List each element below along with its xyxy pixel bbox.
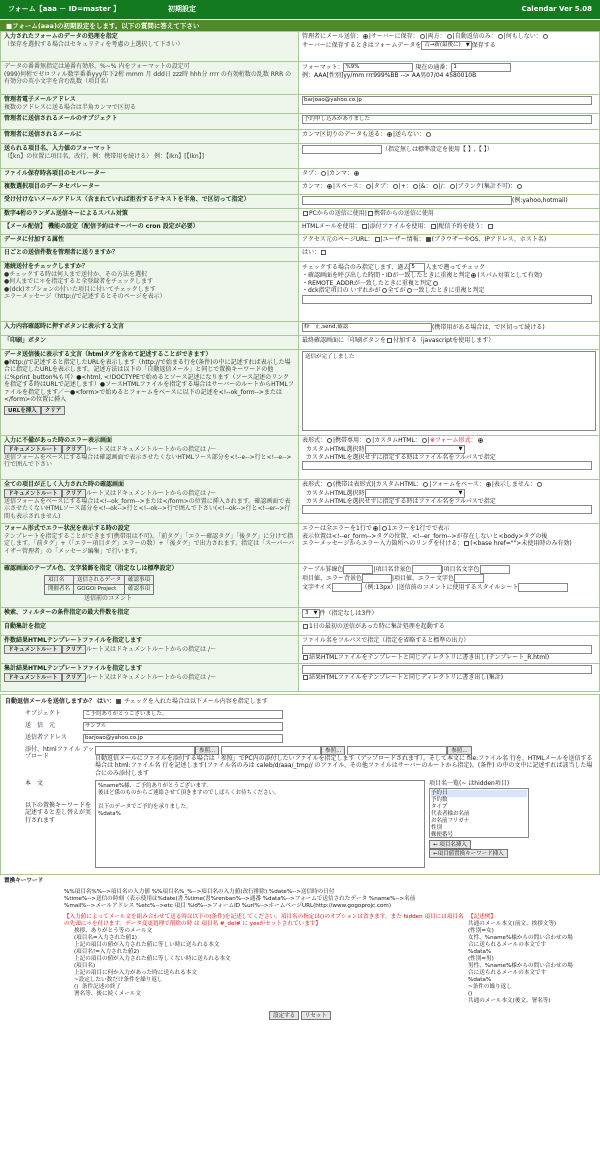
value-bg-input[interactable]	[362, 574, 392, 583]
item-list-option[interactable]: 性別	[431, 824, 443, 831]
item-list-option[interactable]: 代表者様お名前	[431, 810, 470, 817]
keyword-help: 置換キーワード %%項目名%%-->項目名の入力値 %%項目名%_%-->項目名の入力値(改行排除) %date%-->送信時の日付 %time%-->送信の時刻（表示使用は%date(書.%time(書%renban%-->通番 %data%-->フォームで送信されたデータ %name%-->名前 %mail%-->メールアドレス %etc%-->etc 項目 %id%-->フォームID %url%-->ホームページURL(http://www.gogoprojc.com) 【入力値によってメール文を組み合わせて送る時は以下の(条件)を記述してください。項目名の指定は()のオプションは省きます。また hidden 項目には項目名の先頭に＊を付けます。データ変更処理で削除の時 は 項目名 #_del# に yesがセットされています】 挨拶、ありがとう等のメール文 (項目名=入力された値1) 上記の項目の値が入力された値に等しい時に送られる本文 (項目名!=入力された値2) 上記の項目の値が入力された値に等しくない時に送られる本文 (項目名) 上記の項目に何か入力があった時に送られる本文 ~設定したい数だけ条件を繰り返し () 条件記述の終了 署名等、後に続くメール文 【記述例】 共通のメール本文(前文、挨拶文等) (性別=女) 女性、%name%様からの問い合わせの場合に送られるメールの本文です %data% (性別=男) 男性、%name%様からの問い合わせの場合に送られるメールの本文です %data% ~条件の繰り返し () 共通のメール本文(後文、署名等) 設定する リセット	[4, 878, 573, 1019]
serial-current-input[interactable]: 1	[451, 63, 511, 72]
item-list-option[interactable]: 予約数	[431, 796, 448, 803]
settings-table: 入力されたフォームのデータの処理を指定 （保存を選択する場合はセキュリティを考慮の上選択して下さい） 管理者にメール送信： |サーバーに保存： |両方： |自動返信のみ： |何もしない： サーバーに保存するときはフォームデータを 古→新(最後に) ▼ 保存する データの番番無指定は通番有効形、%~% 内をフォーマットの設定可 (999)何桁でゼロフィル数字番番yyy年下2桁 mmm 月 ddd日 zzz時 hhh分 rrrr の有効桁数の乱数 RRR の有効分の英小文字を含む乱数（項目名） フォーマット： %9% 現在の通番： 1 例：AAA[性別]yy/mm rrr999%BB --> AA男07/04 4580010B 管理者電子メールアドレス 複数のアドレスに送る場合は半角カンマで区切る barjoao@yahoo.co.jp 管理者に送信されるメールのサブジェクト 予約申し込みがありました 管理者に送信されるメールに カンマ区切りのデータも送る： |送らない： 送られる項目名、入力値のフォーマット （【kn】の位置に項目名、改行、例：携帯用を続ける） 例：【Ikn】[【Ikn】] （指定無しは標準設定を使用【 】,【 】） ファイル保存時各項目のセパレーター タブ： |カンマ： 複数選択項目のデータセパレーター カンマ： |スペース： |タブ： |+： |&： |/： |ブランク(集計不可)： 受け付けないメールアドレス（含まれていれば拒否するテキストを半角、で区切って指定） (例:yahoo,hotmail) 数字4桁のランダム送信キーによるスパム対策 PCからの送信に使用| 携帯からの送信に使用 【メール配信】 機能の設定（配信予約はサーバーの cron 設定が必要） HTMLメールを使用： |添付ファイルを使用： |配信予約を使う： データに付加する属性 アクセス元のページURL： |ユーザー情報： (ブラウザーやOS、IPアドレス、ホスト名) 日ごとの送信件数を管理者に送りますか？ はい： 連続送付をチェックしますか？ ●チェックする時は何人まで送付か、その方法を選択 ●何人までに＊を指定すると全登録者をチェックします ●(dck)オプションの付いた項目に付いてチェックします エラーメッセージ（http://で記述するとそのページを表示） チェックする場合のみ指定します、過去 5 人まで遡ってチェック ・確認画面を呼び出した時間・IDが一致したときに重複と判定 (スパム対策として有効) ・REMOTE_ADDRが一致したときに重複と判定 ・dck指定項目の いずれかが 全てが 一致したときに重複と判定 入力内容確認時に押すボタンに表示する文言 修 正,send,確認 (携帯用がある場合は、で区切って続ける) 「印刷」ボタン 最終確認画面に「印刷ボタンを 付加する（javascriptを使用します） データ送信後に表示する文言（htmlタグを含めて記述することができます） ●http://で記述すると指定したURLを表示します（http://で始まる行を(条件)の中に記述すれば表示した場合に指定したURLを表示します。記述方法は以下の「自動返信メール」と同じで置換キーワードの他に%print_button%も可）●<html, <!DOCTYPEで始めるとソース記述になります（ソース記述のリンクを指定する時はURLで記述します）●ソースHTMLファイルを指定する場合はサーバーのルートからHTMLファイルを指定します／〜●<form>で始めるとフォームをベースに以下の記述を<!--ok_form-->または</form>の位置に挿入 URLを挿入 クリア 送信が完了しました 入力に不備があった時のエラー表示画面 ドキュメントルート クリア ルート又はドキュメントルートからの指定は /〜 送信フォームをベースにする場合は確認画面で表示させたくないHTMLソース部分を<!--e-->行と<!--e-->行で囲んで下さい 表形式： |携帯専用： |カスタムHTML： |※フォーム形式： カスタムHTML選択時▼ カスタムHTMLを選択せずに指定する時はファイル名をフルパスで指定 全ての項目が正しく入力された時の確認画面 ドキュメントルート クリア ルート又はドキュメントルートからの指定は /〜 送信フォームをベースにする場合は<!--ok_form-->または</form>の位置に挿入されます。確認画面で表示させたくないHTMLソース部分を<!--ok-->行と<!--ok-->行で囲んで下さい(<!--ok-->行と<!--er-->行間も表示されません) 表形式： (携帯は表形式)|カスタムHTML： |フォームをベース： |表示しません： カスタムHTML選択時▼ カスタムHTMLを選択せずに指定する時はファイル名をフルパスで指定 フォーム形式でエラー状況を表示する時の設定 テンプレートを指定することができます(携帯用は不可)。「前タグ」「エラー確認タグ」「後タグ」に分けて指定します。「前タグ」+（「エラー項目タグ」エラーの数）+「後タグ」で出力されます。指定は「スーパーバイザー管理者」の「メッセージ編集」で行います。 エラーは全エラーを1行で | 1エラーを1行でで表示 表示位置は<!--er_form-->タグの位置、<!--er_form-->が存在しないと<body>タグの後 エラーメッセージからエラー入力箇所へのリンクを付ける： (<base href="">未使用時のみ有効) 確認画面のテーブル色、文字装飾を指定（指定なしは標準設定） 項目名 送信されるデータ 確認事項 開催者名 GOGOi Project 確認事項 送信前のコメント テーブル罫線色 |項目名背景色 |項目名文字色 項目値、エラー背景色 |項目値、エラー文字色 文字サイズ （例:13px）|送信前のコメントに使用するスタイルシート 検索、フィルターの条件指定の最大件数を指定 3 ▼ 件（指定なしは3件） 自動集計を指定 1日の最初の送信があった時に集計処理を起動する 件数結果HTMLテンプレートファイルを指定します ドキュメントルート クリア ルート又はドキュメントルートからの指定は /〜 ファイル名をフルパスで指定（指定を省略すると標準の出力） 結果HTMLファイルをテンプレートと同じディレクトリに書き出し(テンプレート_R.html) 集計結果HTMLテンプレートファイルを指定します ドキュメントルート クリア ルート又はドキュメントルートからの指定は /〜 結果HTMLファイルをテンプレートと同じディレクトリに書き出し(集計)	[0, 31, 600, 692]
radio-dup-addr[interactable]	[433, 281, 438, 286]
radio-err-mobile[interactable]	[366, 438, 371, 443]
radio-msep-slash[interactable]	[450, 184, 455, 189]
serial-format-input[interactable]: %9%	[343, 63, 413, 72]
reply-from-input[interactable]: サンプル	[83, 722, 283, 731]
autoreply-checkbox[interactable]	[116, 699, 121, 704]
radio-nothing[interactable]	[543, 34, 548, 39]
auto-total-checkbox[interactable]	[303, 624, 308, 629]
docroot-button[interactable]: ドキュメントルート	[4, 645, 62, 654]
clear-button[interactable]: クリア	[41, 406, 66, 415]
radio-err-oneline[interactable]	[373, 526, 378, 531]
radio-conf-form[interactable]	[486, 482, 491, 487]
max-filter-select[interactable]: 3 ▼	[302, 609, 320, 618]
radio-msep-tab[interactable]	[393, 184, 398, 189]
serial-label: データの番番無指定は通番有効形、%~% 内をフォーマットの設定可 (999)何桁でゼロフィル数字番番yyy年下2桁 mmm 月 ddd日 zzz時 hhh分 rrrr の有効桁数の乱数 RRR の有効分の英小文字を含む乱数（項目名）	[1, 62, 299, 95]
radio-csv-yes[interactable]	[387, 132, 392, 137]
docroot-button[interactable]: ドキュメントルート	[4, 673, 62, 682]
docroot-button[interactable]: ドキュメントルート	[4, 445, 62, 454]
total-template-input[interactable]	[302, 665, 592, 674]
attach-file-1[interactable]	[95, 746, 195, 755]
reset-button[interactable]: リセット	[301, 1011, 331, 1020]
process-label: 入力されたフォームのデータの処理を指定 （保存を選択する場合はセキュリティを考慮の上選択して下さい）	[1, 32, 299, 62]
total-output-checkbox[interactable]	[303, 675, 308, 680]
user-info-checkbox[interactable]	[426, 237, 431, 242]
browse-button-3[interactable]: 参照...	[447, 746, 471, 755]
repeat-count-input[interactable]: 5	[409, 263, 425, 272]
format-input-1[interactable]	[302, 145, 382, 154]
radio-msep-space[interactable]	[366, 184, 371, 189]
radio-csv-no[interactable]	[426, 132, 431, 137]
radio-sep-tab[interactable]	[321, 171, 326, 176]
version-label: Calendar Ver 5.08	[521, 5, 592, 14]
attach-checkbox[interactable]	[431, 224, 436, 229]
radio-err-form[interactable]	[478, 438, 483, 443]
admin-subject-input[interactable]: 予約申し込みがありました	[302, 115, 592, 124]
item-list-option[interactable]: タイプ	[431, 803, 448, 810]
spam-mobile-checkbox[interactable]	[368, 211, 373, 216]
radio-err-table[interactable]	[327, 438, 332, 443]
radio-conf-table[interactable]	[327, 482, 332, 487]
insert-url-button[interactable]: URLを挿入	[4, 406, 41, 415]
dup-error-input[interactable]	[302, 295, 592, 304]
item-list-option[interactable]: 予約日	[431, 790, 527, 797]
radio-dck-all[interactable]	[407, 288, 412, 293]
name-color-input[interactable]	[480, 565, 510, 574]
attach-file-3[interactable]	[347, 746, 447, 755]
radio-mail[interactable]	[363, 34, 368, 39]
reply-subject-input[interactable]: ご予約ありがとうございました。	[83, 710, 283, 719]
radio-msep-comma[interactable]	[327, 184, 332, 189]
confirm-button-text-input[interactable]: 修 正,send,確認	[302, 323, 432, 332]
clear-button[interactable]: クリア	[62, 645, 87, 654]
border-color-input[interactable]	[343, 565, 373, 574]
insert-keyword-button[interactable]: ←項目値置換キーワード挿入	[429, 849, 508, 858]
radio-msep-blank[interactable]	[517, 184, 522, 189]
radio-both[interactable]	[447, 34, 452, 39]
err-file-input[interactable]	[302, 461, 592, 470]
reserve-checkbox[interactable]	[488, 224, 493, 229]
item-list-option[interactable]: お名前フリガナ	[431, 817, 470, 824]
clear-button[interactable]: クリア	[62, 445, 87, 454]
comment-style-input[interactable]	[518, 583, 568, 592]
radio-err-perline[interactable]	[382, 526, 387, 531]
radio-msep-amp[interactable]	[433, 184, 438, 189]
docroot-button[interactable]: ドキュメントルート	[4, 489, 62, 498]
conf-file-input[interactable]	[302, 505, 592, 514]
err-custom-select[interactable]	[365, 445, 465, 454]
preview-table: 項目名 送信されるデータ 確認事項 開催者名 GOGOi Project 確認事項	[44, 575, 154, 596]
page-title: 初期設定	[168, 5, 196, 14]
admin-email-input[interactable]: barjoao@yahoo.co.jp	[302, 96, 592, 105]
err-link-checkbox[interactable]	[464, 541, 469, 546]
browse-button-2[interactable]: 参照...	[321, 746, 345, 755]
process-options: 管理者にメール送信： |サーバーに保存： |両方： |自動返信のみ： |何もしない： サーバーに保存するときはフォームデータを 古→新(最後に) ▼ 保存する	[299, 32, 600, 62]
radio-dck-any[interactable]	[382, 288, 387, 293]
clear-button[interactable]: クリア	[62, 673, 87, 682]
radio-msep-plus[interactable]	[413, 184, 418, 189]
save-order-select[interactable]: 古→新(最後に) ▼	[421, 41, 471, 50]
radio-sep-comma[interactable]	[354, 171, 359, 176]
font-size-input[interactable]	[332, 583, 362, 592]
intro-banner: ■フォーム(aaa)の初期設定をします。以下の質問に答えて下さい	[0, 20, 600, 31]
daily-count-checkbox[interactable]	[321, 250, 326, 255]
header-bar	[0, 0, 600, 19]
spam-pc-checkbox[interactable]	[303, 211, 308, 216]
html-mail-checkbox[interactable]	[362, 224, 367, 229]
item-name-list[interactable]	[429, 788, 529, 838]
autoreply-section: 自動返信メールを送信しますか？ はい： チェックを入れた場合は以下メール内容を指定します サブジェクト ご予約ありがとうございました。 送 信 元 サンプル 送信者アドレス barjoao@yahoo.co.jp 添付、htmlファイル アップロード 参照... 参照... 参照... 自動返信メールにファイルを添付する場合は「参照」でPC内の添付したいファイルを指定します（アップロードされます）。そして本文に file:ファイル名 行を、HTMLメールを送信する場合は html:ファイル名 行を記述します(ファイル名のみは caleb/d/aaa/_tmp// のファイル、その他ファイルはサーバーのルートから指定)。(条件) の中の文中に記述すれば該当した場合にのみ添付します 本 文 以下の置換キーワードを記述すると差し替えが実行されます %name%様、ご予約ありがとうございます。 後ほど係のものからご連絡させて頂きますのでしばらくお待ちください。 以下のデータでご予約を承りました。 %data% 項目名一覧(~ はhidden項目) 予約日 予約数 タイプ 代表者様お名前 お名前フリガナ 性別 郵便番号 ← 項目名挿入 ←項目値置換キーワード挿入	[0, 694, 600, 875]
radio-dup-id[interactable]	[471, 273, 476, 278]
value-color-input[interactable]	[454, 574, 484, 583]
reply-body-textarea[interactable]: %name%様、ご予約ありがとうございます。 後ほど係のものからご連絡させて頂きますのでしばらくお待ちください。 以下のデータでご予約を承りました。 %data%	[95, 780, 425, 868]
count-output-checkbox[interactable]	[303, 655, 308, 660]
reply-address-input[interactable]: barjoao@yahoo.co.jp	[83, 734, 283, 743]
item-list-option[interactable]: 郵便番号	[431, 831, 454, 838]
radio-err-custom[interactable]	[422, 438, 427, 443]
radio-conf-none[interactable]	[537, 482, 542, 487]
print-button-checkbox[interactable]	[387, 338, 392, 343]
form-title: フォーム【aaa － ID=master 】	[8, 5, 121, 14]
complete-message-textarea[interactable]: 送信が完了しました	[302, 351, 596, 431]
reject-email-input[interactable]	[302, 196, 512, 205]
radio-conf-custom[interactable]	[423, 482, 428, 487]
browse-button-1[interactable]: 参照...	[195, 746, 219, 755]
radio-server[interactable]	[420, 34, 425, 39]
save-button[interactable]: 設定する	[269, 1011, 299, 1020]
conf-custom-select[interactable]	[365, 489, 465, 498]
attach-file-2[interactable]	[221, 746, 321, 755]
clear-button[interactable]: クリア	[62, 489, 87, 498]
page-url-checkbox[interactable]	[375, 237, 380, 242]
radio-autoreply[interactable]	[498, 34, 503, 39]
name-bg-input[interactable]	[412, 565, 442, 574]
count-template-input[interactable]	[302, 645, 592, 654]
insert-item-button[interactable]: ← 項目名挿入	[429, 840, 471, 849]
